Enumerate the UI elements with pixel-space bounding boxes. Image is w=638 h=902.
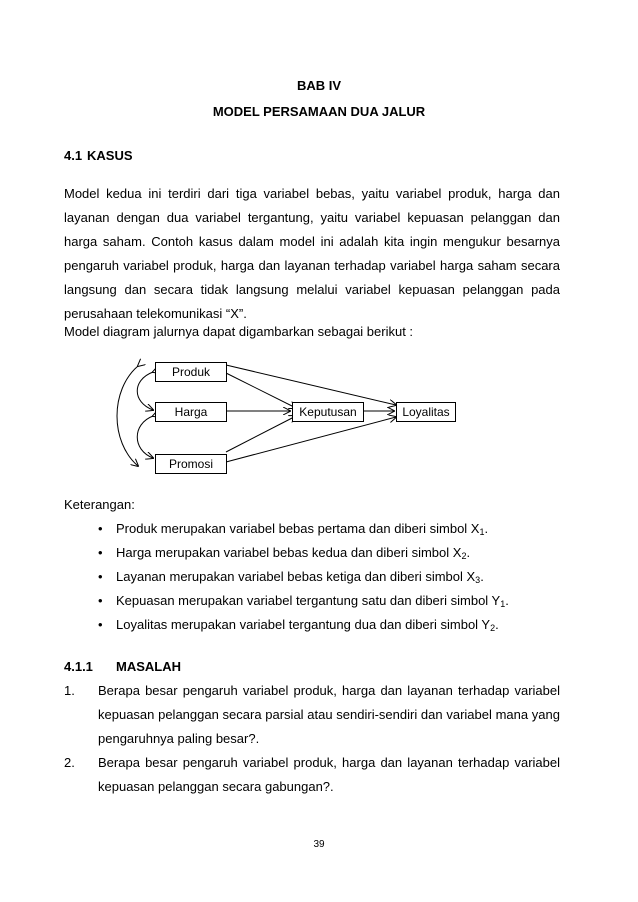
chapter-heading: BAB IV	[296, 78, 342, 93]
arrow-produk-loyalitas	[226, 365, 396, 405]
arrow-promosi-loyalitas	[226, 417, 396, 462]
question-line: Berapa besar pengaruh variabel produk, harga dan layanan terhadap variabel	[98, 755, 560, 770]
question-line: pengaruhnya paling besar?.	[98, 731, 260, 746]
bullet-icon: •	[98, 617, 103, 632]
curve-produk-promosi	[117, 366, 138, 466]
section-number: 4.1	[64, 148, 83, 163]
item-text: Kepuasan merupakan variabel tergantung satu dan diberi simbol Y	[116, 593, 501, 608]
item-end: .	[480, 569, 484, 584]
question-number: 1.	[64, 683, 75, 698]
bullet-icon: •	[98, 569, 103, 584]
item-sub: 3	[475, 575, 481, 585]
item-end: .	[484, 521, 489, 536]
node-keputusan: Keputusan	[292, 402, 364, 422]
curve-harga-promosi	[137, 416, 153, 458]
item-end: .	[466, 545, 471, 560]
subsection-number: 4.1.1	[64, 659, 93, 674]
item-sub: 1	[479, 527, 485, 537]
item-text: Layanan merupakan variabel bebas ketiga dan diberi simbol X	[116, 569, 476, 584]
bullet-icon: •	[98, 545, 103, 560]
page-number: 39	[313, 839, 325, 850]
body-line: layanan dengan dua variabel tergantung, yaitu variabel kepuasan pelanggan dan	[64, 210, 560, 225]
node-harga: Harga	[155, 402, 227, 422]
question-line: kepuasan pelanggan secara gabungan?.	[98, 779, 334, 794]
section-label: KASUS	[87, 148, 133, 163]
item-sub: 1	[500, 599, 506, 609]
bullet-icon: •	[98, 593, 103, 608]
item-end: .	[505, 593, 509, 608]
subsection-label: MASALAH	[116, 659, 181, 674]
item-text: Produk merupakan variabel bebas pertama dan diberi simbol X	[116, 521, 480, 536]
question-line: kepuasan pelanggan secara parsial atau sendiri-sendiri dan variabel mana yang	[98, 707, 560, 722]
item-sub: 2	[461, 551, 467, 561]
body-line: langsung dan secara tidak langsung melalui variabel kepuasan pelanggan pada	[64, 282, 560, 297]
chapter-title: MODEL PERSAMAAN DUA JALUR	[212, 104, 426, 119]
curve-produk-harga	[137, 372, 153, 410]
item-end: .	[495, 617, 499, 632]
body-line: perusahaan telekomunikasi “X”.	[64, 306, 247, 321]
item-text: Harga merupakan variabel bebas kedua dan diberi simbol X	[116, 545, 462, 560]
question-number: 2.	[64, 755, 75, 770]
body-line: pengaruh variabel produk, harga dan layanan terhadap variabel harga saham secara	[64, 258, 560, 273]
node-loyalitas: Loyalitas	[396, 402, 456, 422]
node-promosi: Promosi	[155, 454, 227, 474]
arrow-produk-keputusan	[226, 373, 296, 408]
bullet-icon: •	[98, 521, 103, 536]
question-line: Berapa besar pengaruh variabel produk, harga dan layanan terhadap variabel	[98, 683, 560, 698]
body-line: Model kedua ini terdiri dari tiga variabel bebas, yaitu variabel produk, harga dan	[64, 186, 560, 201]
item-sub: 2	[490, 623, 496, 633]
node-produk: Produk	[155, 362, 227, 382]
path-diagram	[0, 350, 638, 480]
item-text: Loyalitas merupakan variabel tergantung dua dan diberi simbol Y	[116, 617, 491, 632]
body-line: harga saham. Contoh kasus dalam model ini adalah kita ingin mengukur besarnya	[64, 234, 560, 249]
keterangan-label: Keterangan:	[64, 497, 135, 512]
diagram-intro: Model diagram jalurnya dapat digambarkan sebagai berikut :	[64, 324, 414, 339]
